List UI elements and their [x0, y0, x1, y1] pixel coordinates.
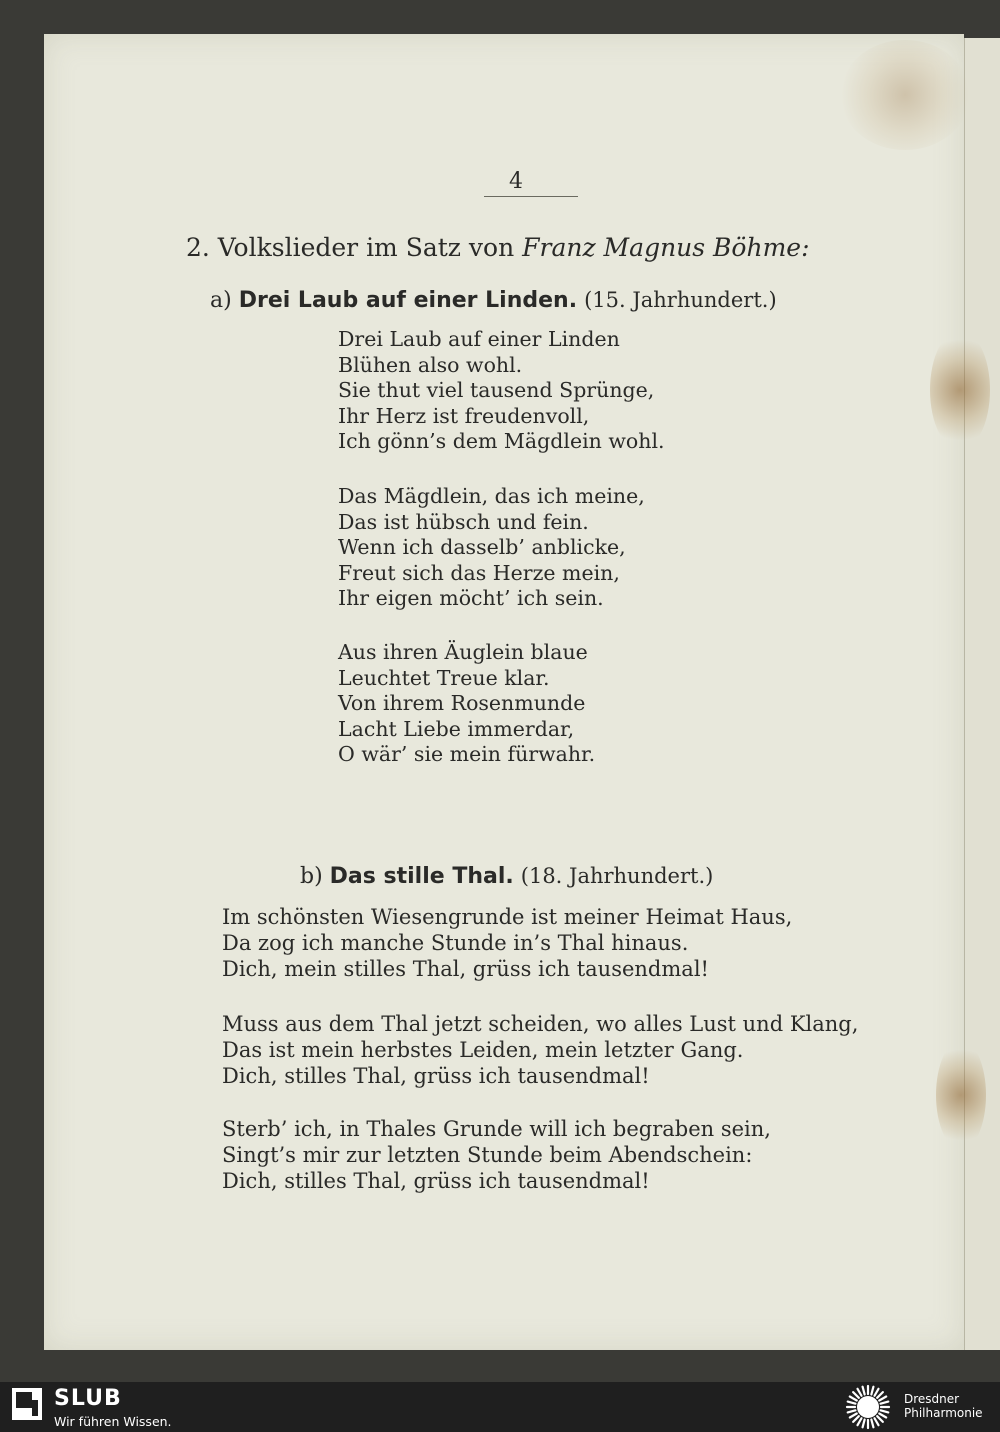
sunburst-ray: [863, 1420, 865, 1428]
sunburst-ray: [877, 1416, 883, 1422]
verse-line: Da zog ich manche Stunde in’s Thal hinaus.: [222, 931, 689, 955]
sunburst-ray: [850, 1397, 857, 1401]
verse-line: Ihr eigen möcht’ ich sein.: [338, 586, 604, 610]
verse-line: Drei Laub auf einer Linden: [338, 327, 620, 351]
verse-line: Lacht Liebe immerdar,: [338, 716, 575, 741]
verse-line: Muss aus dem Thal jetzt scheiden, wo alles Lust und Klang,: [222, 1012, 859, 1036]
verse-line: Ich gönn’s dem Mägdlein wohl.: [338, 429, 665, 453]
sunburst-ray: [879, 1414, 886, 1418]
song-b-stanza-1: [222, 904, 792, 982]
sunburst-ray: [863, 1387, 865, 1395]
philharmonie-name-line1: Dresdner: [904, 1392, 960, 1406]
verse-line: Im schönsten Wiesengrunde ist meiner Heimat Haus,: [222, 905, 793, 929]
sunburst-ray: [877, 1392, 883, 1398]
verse-line: Das ist hübsch und fein.: [338, 509, 589, 534]
verse-line: Wenn ich dasselb’ anblicke,: [338, 535, 626, 559]
philharmonie-name-line2: Philharmonie: [904, 1406, 983, 1420]
verse-line: Blühen also wohl.: [338, 352, 523, 377]
song-b-stanza-3: [222, 1116, 771, 1194]
foxing-stain: [840, 40, 970, 150]
foxing-stain: [930, 330, 990, 450]
song-a-label: a): [210, 288, 232, 313]
section-heading: [186, 232, 810, 264]
song-b-era: (18. Jahrhundert.): [520, 864, 714, 888]
section-heading-prefix: 2. Volkslieder im Satz von: [186, 233, 515, 262]
sunburst-ray: [881, 1402, 889, 1404]
sunburst-ray: [879, 1397, 886, 1401]
verse-line: Von ihrem Rosenmunde: [338, 691, 586, 715]
verse-line: O wär’ sie mein fürwahr.: [338, 742, 596, 766]
philharmonie-name[interactable]: [904, 1392, 983, 1420]
verse-line: Sie thut viel tausend Sprünge,: [338, 378, 655, 402]
verse-line: Ihr Herz ist freudenvoll,: [338, 403, 590, 428]
adjacent-page-edge: [964, 38, 1000, 1350]
sunburst-ray: [858, 1418, 862, 1425]
foxing-stain: [936, 1040, 986, 1150]
page-number: 4: [509, 169, 523, 194]
song-a-stanza-2: [338, 484, 645, 612]
sunburst-ray: [858, 1389, 862, 1396]
verse-line: Dich, stilles Thal, grüss ich tausendmal!: [222, 1169, 650, 1193]
verse-line: Dich, mein stilles Thal, grüss ich tausendmal!: [222, 957, 709, 981]
sunburst-ray: [850, 1414, 857, 1418]
song-b-heading: [300, 861, 713, 892]
song-b-label: b): [300, 864, 323, 889]
verse-line: Dich, stilles Thal, grüss ich tausendmal!: [222, 1064, 650, 1088]
slub-name[interactable]: SLUB: [54, 1386, 122, 1411]
page-number-rule: [484, 196, 578, 197]
verse-line: Das ist mein herbstes Leiden, mein letzter Gang.: [222, 1038, 744, 1062]
song-a-era: (15. Jahrhundert.): [584, 288, 777, 312]
sunburst-ray: [875, 1389, 879, 1396]
verse-line: Sterb’ ich, in Thales Grunde will ich begraben sein,: [222, 1117, 771, 1141]
sunburst-ray: [848, 1402, 856, 1404]
song-b-title: Das stille Thal.: [329, 864, 514, 889]
song-b-stanza-2: [222, 1011, 858, 1089]
song-a-title: Drei Laub auf einer Linden.: [238, 288, 578, 313]
verse-line: Singt’s mir zur letzten Stunde beim Abendschein:: [222, 1143, 753, 1167]
sunburst-ray: [853, 1392, 859, 1398]
sunburst-ray: [848, 1410, 856, 1412]
verse-line: Aus ihren Äuglein blaue: [338, 640, 588, 664]
slub-slogan: Wir führen Wissen.: [54, 1414, 172, 1429]
sunburst-ray: [853, 1416, 859, 1422]
song-a-stanza-1: [338, 327, 665, 455]
sunburst-ray: [871, 1420, 873, 1428]
philharmonie-sunburst-icon[interactable]: [842, 1384, 894, 1430]
sunburst-ray: [871, 1387, 873, 1395]
slub-logo-icon[interactable]: [12, 1388, 42, 1420]
verse-line: Leuchtet Treue klar.: [338, 665, 550, 690]
verse-line: Das Mägdlein, das ich meine,: [338, 484, 645, 508]
verse-line: Freut sich das Herze mein,: [338, 560, 620, 585]
composer-name: Franz Magnus Böhme:: [522, 233, 810, 262]
sunburst-ray: [881, 1410, 889, 1412]
song-a-heading: [210, 285, 777, 316]
sunburst-ray: [875, 1418, 879, 1425]
song-a-stanza-3: [338, 640, 595, 768]
